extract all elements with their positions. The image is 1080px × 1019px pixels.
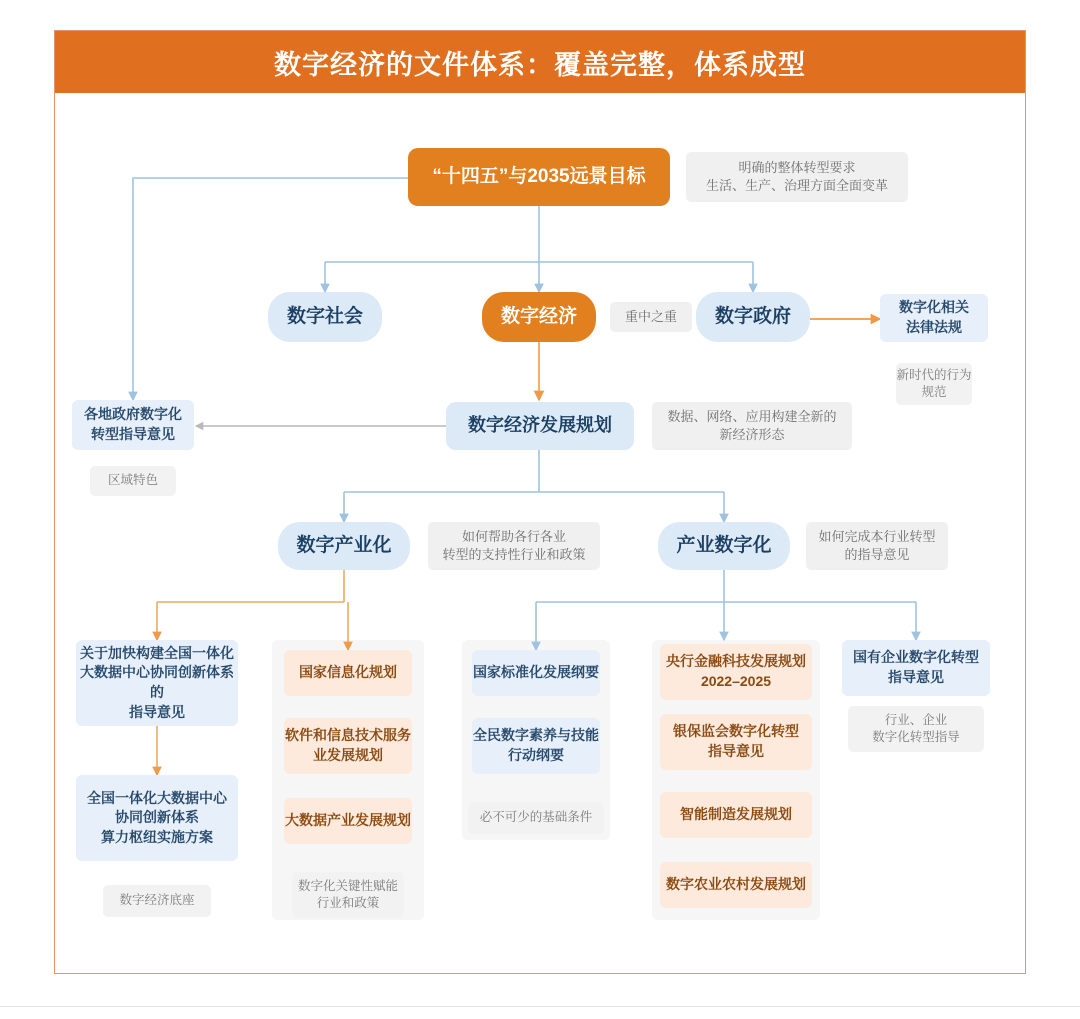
node-root[interactable] <box>408 148 670 206</box>
list-item-line: 软件和信息技术服务 <box>285 727 411 744</box>
note-plan-line2: 新经济形态 <box>719 427 785 442</box>
list-item[interactable] <box>472 718 600 774</box>
page-title: 数字经济的文件体系：覆盖完整，体系成型 <box>274 49 806 80</box>
node-digital-law[interactable] <box>880 294 988 342</box>
note-column-bigdata <box>103 885 211 917</box>
list-item[interactable] <box>660 644 812 700</box>
list-item[interactable] <box>76 640 238 726</box>
note-line: 行业、企业 <box>884 712 948 727</box>
list-item-line: 全国一体化大数据中心 <box>87 789 227 806</box>
node-digital-society-label: 数字社会 <box>286 305 363 327</box>
node-industry-digitalization-label: 产业数字化 <box>676 534 772 556</box>
note-digitalization-line1: 如何完成本行业转型 <box>818 528 936 544</box>
list-item-line: 指导意见 <box>129 703 185 720</box>
list-item-line: 业发展规划 <box>313 747 383 763</box>
note-local-gov-label: 区域特色 <box>107 473 158 488</box>
list-item[interactable] <box>284 650 412 696</box>
note-digital-law-line1: 新时代的行为 <box>896 367 972 382</box>
list-item[interactable] <box>76 775 238 861</box>
note-line: 数字化关键性赋能 <box>297 878 398 893</box>
note-industrialization-line2: 转型的支持性行业和政策 <box>442 547 586 562</box>
note-column-soe <box>848 706 984 752</box>
note-line: 行业和政策 <box>316 896 380 910</box>
list-item[interactable] <box>472 650 600 696</box>
list-item[interactable] <box>660 714 812 770</box>
note-industry-digitalization <box>806 522 948 570</box>
list-item[interactable] <box>284 718 412 774</box>
list-item-line: 数字农业农村发展规划 <box>666 876 806 893</box>
node-digital-economy-plan[interactable] <box>446 402 634 450</box>
list-item[interactable] <box>660 862 812 908</box>
list-item-line: 指导意见 <box>888 669 944 685</box>
list-item-line: 关于加快构建全国一体化 <box>80 644 234 661</box>
note-plan-line1: 数据、网络、应用构建全新的 <box>667 408 837 424</box>
node-digital-economy-label: 数字经济 <box>500 305 577 327</box>
note-line: 数字化转型指导 <box>872 730 960 744</box>
note-digital-economy-plan <box>652 402 852 450</box>
list-item-line: 行动纲要 <box>508 747 564 763</box>
note-column-info <box>292 872 404 918</box>
node-digital-law-line1: 数字化相关 <box>899 299 969 316</box>
list-item[interactable] <box>660 792 812 838</box>
list-item-line: 国有企业数字化转型 <box>853 649 979 666</box>
list-item-line: 央行金融科技发展规划 <box>666 653 806 670</box>
list-item-line: 大数据产业发展规划 <box>285 812 411 829</box>
page-bottom-divider <box>0 1006 1080 1007</box>
note-digital-economy <box>610 302 692 332</box>
note-column-standard <box>468 802 604 834</box>
note-digital-economy-label: 重中之重 <box>624 308 677 324</box>
list-item-line: 国家信息化规划 <box>299 664 397 681</box>
node-root-label: “十四五”与2035远景目标 <box>432 165 646 187</box>
note-digital-law <box>896 363 972 405</box>
note-root <box>686 152 908 202</box>
node-digital-law-line2: 法律法规 <box>906 319 962 335</box>
note-root-line2: 生活、生产、治理方面全面变革 <box>705 178 888 193</box>
node-digital-economy[interactable] <box>482 292 596 342</box>
node-digital-economy-plan-label: 数字经济发展规划 <box>468 415 612 436</box>
note-industrialization-line1: 如何帮助各行各业 <box>461 528 566 544</box>
list-item-line: 算力枢纽实施方案 <box>101 828 213 845</box>
list-item-line: 银保监会数字化转型 <box>673 723 799 740</box>
list-item[interactable] <box>842 640 990 696</box>
node-local-gov-line1: 各地政府数字化 <box>84 406 182 423</box>
diagram-title-bar <box>55 31 1025 93</box>
list-item-line: 全民数字素养与技能 <box>473 727 599 744</box>
node-industry-digitalization[interactable] <box>658 522 790 570</box>
list-item-line: 2022–2025 <box>700 673 772 689</box>
note-digital-industrialization <box>428 522 600 570</box>
node-local-gov-guidance[interactable] <box>72 400 194 450</box>
node-digital-society[interactable] <box>268 292 382 342</box>
node-local-gov-line2: 转型指导意见 <box>91 426 175 442</box>
list-item-line: 协同创新体系 <box>115 809 199 826</box>
note-line: 必不可少的基础条件 <box>479 810 593 825</box>
node-digital-industrialization-label: 数字产业化 <box>296 534 392 556</box>
node-digital-government-label: 数字政府 <box>714 305 791 327</box>
list-item-line: 国家标准化发展纲要 <box>473 664 599 681</box>
node-digital-government[interactable] <box>696 292 810 342</box>
note-digital-law-line2: 规范 <box>921 385 947 399</box>
note-local-gov <box>90 466 176 496</box>
list-item-line: 大数据中心协同创新体系的 <box>80 664 234 700</box>
note-root-line1: 明确的整体转型要求 <box>738 159 856 175</box>
note-line: 数字经济底座 <box>119 893 195 908</box>
list-item[interactable] <box>284 798 412 844</box>
list-item-line: 智能制造发展规划 <box>680 806 792 823</box>
list-item-line: 指导意见 <box>708 743 764 759</box>
note-digitalization-line2: 的指导意见 <box>844 547 910 562</box>
node-digital-industrialization[interactable] <box>278 522 410 570</box>
